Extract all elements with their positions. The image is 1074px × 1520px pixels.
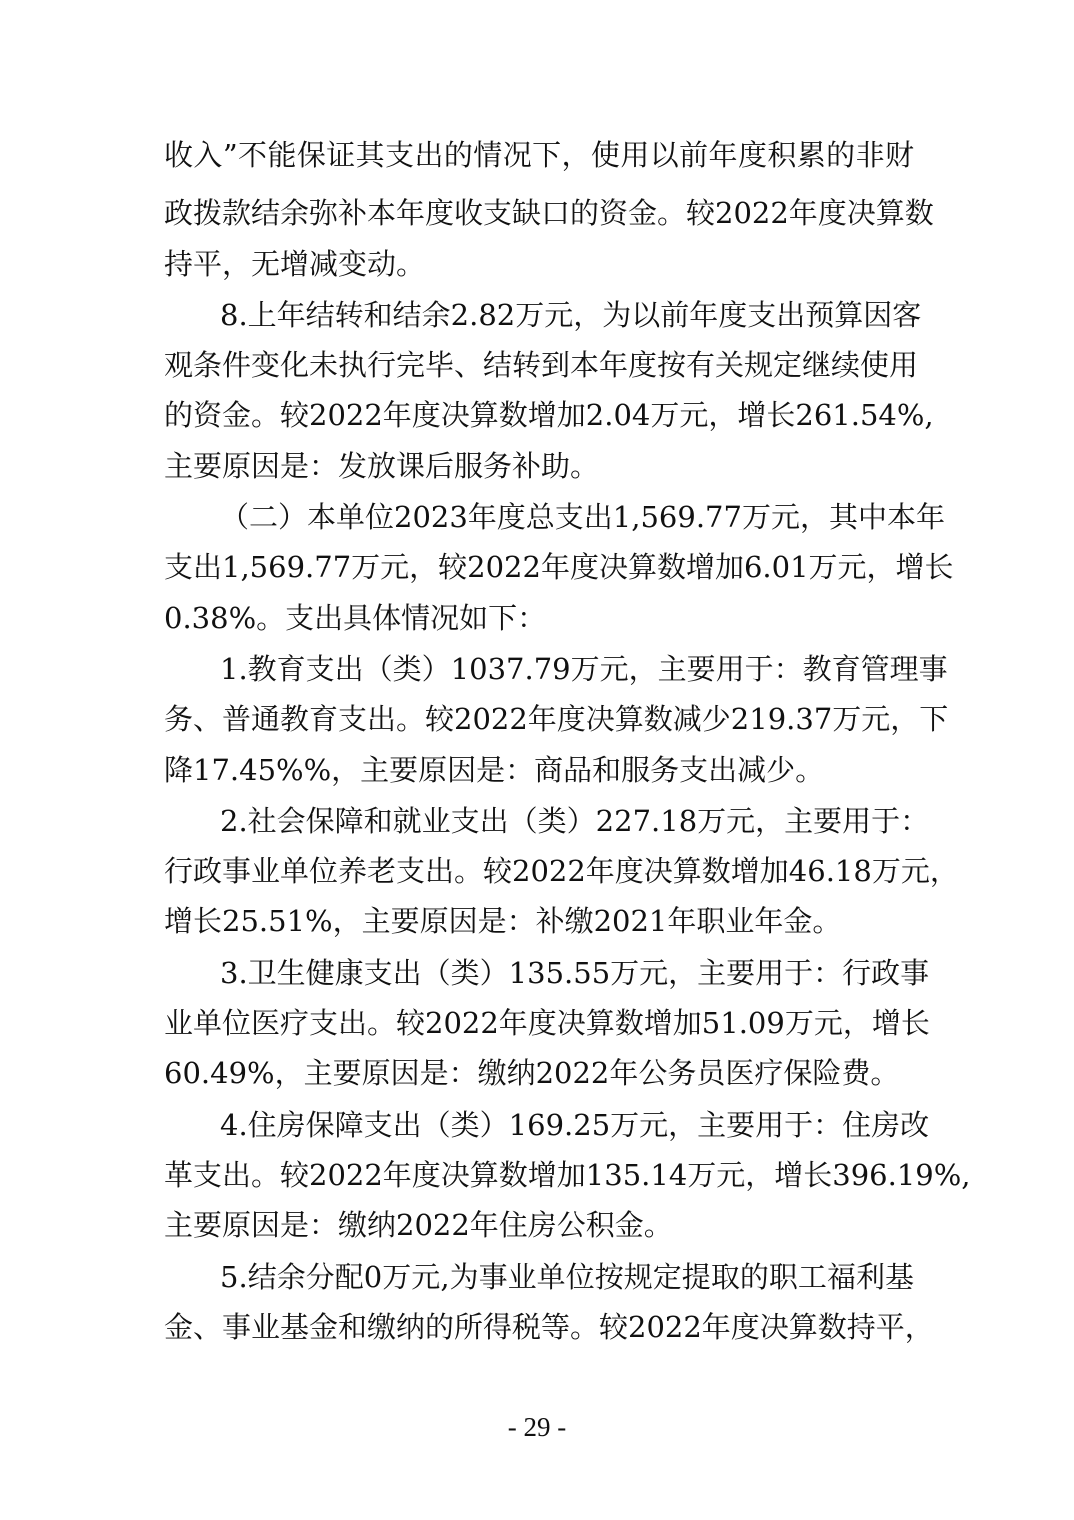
text-line: 主要原因是：发放课后服务补助。 (164, 449, 600, 483)
text-line: 2.社会保障和就业支出（类）227.18万元，主要用于： (220, 804, 930, 838)
text-line: 增长25.51%，主要原因是：补缴2021年职业年金。 (164, 904, 842, 938)
text-line: 主要原因是：缴纳2022年住房公积金。 (164, 1208, 673, 1242)
page-number: - 29 - (507, 1412, 567, 1442)
text-line: （二）本单位2023年度总支出1,569.77万元，其中本年 (220, 500, 945, 534)
text-line: 8.上年结转和结余2.82万元，为以前年度支出预算因客 (220, 298, 922, 332)
text-line: 的资金。较2022年度决算数增加2.04万元，增长261.54%, (164, 398, 934, 432)
text-line: 政拨款结余弥补本年度收支缺口的资金。较2022年度决算数 (164, 196, 934, 230)
text-line: 5.结余分配0万元,为事业单位按规定提取的职工福利基 (220, 1260, 914, 1294)
text-line: 降17.45%%，主要原因是：商品和服务支出减少。 (164, 753, 825, 787)
text-line: 持平，无增减变动。 (164, 247, 426, 281)
text-line: 行政事业单位养老支出。较2022年度决算数增加46.18万元， (164, 854, 959, 888)
text-line: 业单位医疗支出。较2022年度决算数增加51.09万元，增长 (164, 1006, 930, 1040)
text-line: 1.教育支出（类）1037.79万元，主要用于：教育管理事 (220, 652, 948, 686)
text-line: 3.卫生健康支出（类）135.55万元，主要用于：行政事 (220, 956, 930, 990)
text-line: 观条件变化未执行完毕、结转到本年度按有关规定继续使用 (164, 348, 919, 382)
text-line: 60.49%，主要原因是：缴纳2022年公务员医疗保险费。 (164, 1056, 900, 1090)
text-line: 革支出。较2022年度决算数增加135.14万元，增长396.19%, (164, 1158, 971, 1192)
text-line: 支出1,569.77万元，较2022年度决算数增加6.01万元，增长 (164, 550, 954, 584)
text-line: 0.38%。支出具体情况如下： (164, 601, 547, 635)
text-line: 收入”不能保证其支出的情况下，使用以前年度积累的非财 (164, 138, 914, 172)
text-line: 金、事业基金和缴纳的所得税等。较2022年度决算数持平， (164, 1310, 934, 1344)
text-line: 务、普通教育支出。较2022年度决算数减少219.37万元，下 (164, 702, 949, 736)
text-line: 4.住房保障支出（类）169.25万元，主要用于：住房改 (220, 1108, 930, 1142)
